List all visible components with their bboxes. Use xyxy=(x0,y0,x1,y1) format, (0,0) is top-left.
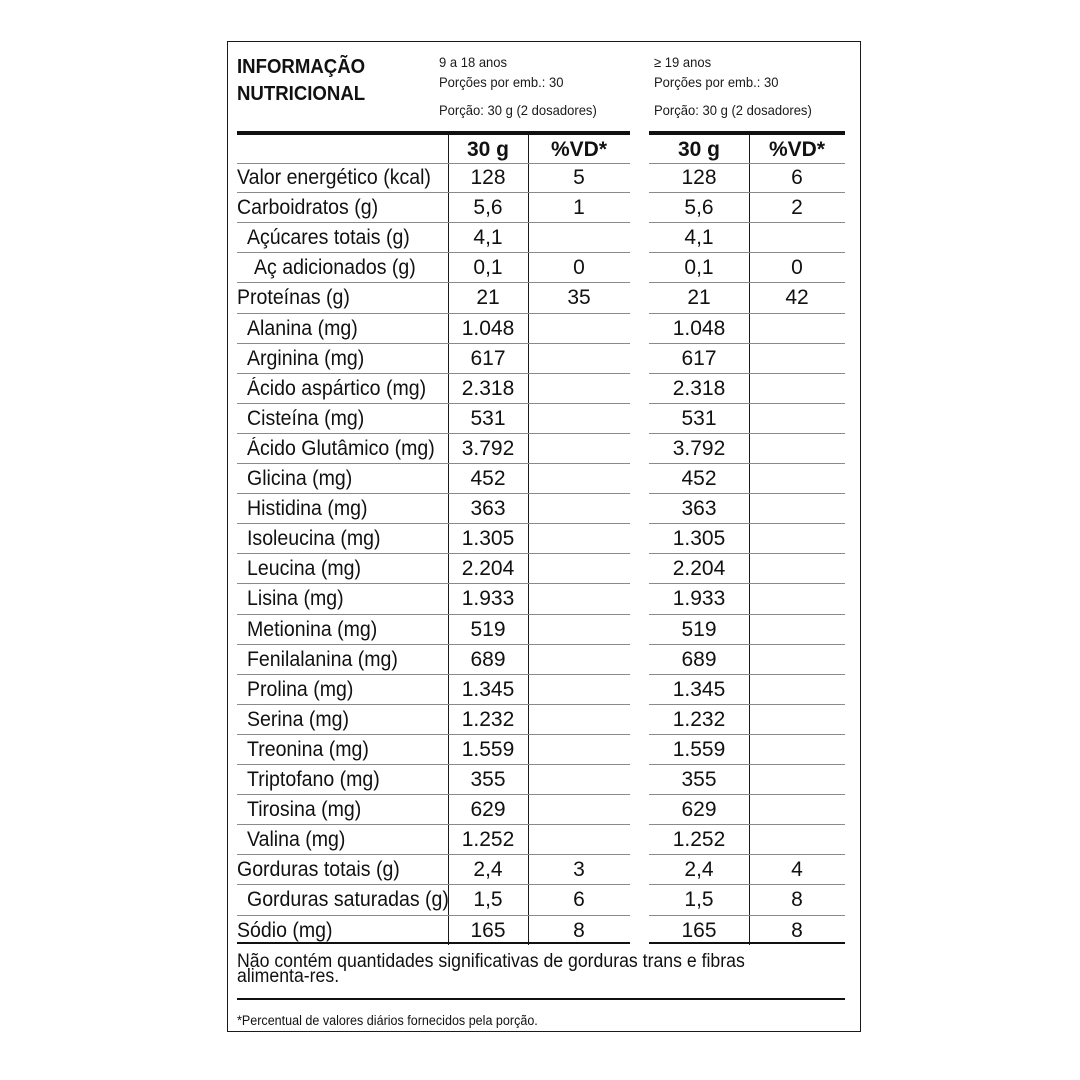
dv-adults: 6 xyxy=(791,166,803,189)
dv-teens: 0 xyxy=(573,256,585,280)
amount-adults: 355 xyxy=(681,768,717,791)
amount-teens: 1,5 xyxy=(473,888,503,912)
dv-teens: 8 xyxy=(573,918,585,942)
dv-teens: 1 xyxy=(573,196,585,220)
nutrient-label: Aç adicionados (g) xyxy=(254,256,416,280)
nutrient-label: Ácido Glutâmico (mg) xyxy=(247,436,435,460)
footnote: *Percentual de valores diários fornecidos pela porção. xyxy=(237,1013,538,1028)
amount-teens: 1.559 xyxy=(461,737,515,761)
group-portion: Porção: 30 g (2 dosadores) xyxy=(439,102,597,118)
amount-teens: 355 xyxy=(470,768,506,791)
dv-adults: 8 xyxy=(791,918,803,942)
table-bottom-right xyxy=(649,942,845,944)
amount-adults: 3.792 xyxy=(672,436,726,460)
amount-adults: 0,1 xyxy=(684,256,714,280)
nutrition-facts-panel xyxy=(227,41,861,1032)
col-header-dv: %VD* xyxy=(550,138,608,161)
group-age: ≥ 19 anos xyxy=(654,54,712,70)
amount-teens: 1.232 xyxy=(461,707,515,731)
dv-teens: 3 xyxy=(573,858,585,882)
amount-teens: 1.933 xyxy=(461,587,515,611)
nutrient-label: Lisina (mg) xyxy=(247,587,344,611)
amount-adults: 21 xyxy=(687,286,711,310)
amount-adults: 629 xyxy=(681,798,717,822)
group-portion: Porção: 30 g (2 dosadores) xyxy=(654,102,812,118)
group-servings: Porções por emb.: 30 xyxy=(654,74,779,90)
nutrient-label: Prolina (mg) xyxy=(247,677,354,701)
amount-adults: 128 xyxy=(681,166,717,189)
dv-adults: 8 xyxy=(791,888,803,912)
nutrient-label: Gorduras totais (g) xyxy=(237,858,400,882)
amount-adults: 4,1 xyxy=(684,226,714,250)
amount-adults: 1.232 xyxy=(672,707,726,731)
amount-teens: 1.345 xyxy=(461,677,515,701)
nutrient-label: Valina (mg) xyxy=(247,828,346,852)
header-divider xyxy=(237,163,630,164)
nutrient-label: Sódio (mg) xyxy=(237,918,333,942)
amount-adults: 1.252 xyxy=(672,828,726,852)
nutrient-label: Glicina (mg) xyxy=(247,467,353,490)
nutrient-label: Proteínas (g) xyxy=(237,286,350,310)
amount-teens: 4,1 xyxy=(473,226,503,250)
col-header-dv: %VD* xyxy=(768,138,826,161)
footer-note: Não contém quantidades significativas de gorduras trans e fibras alimenta-res. xyxy=(237,951,745,987)
amount-adults: 1.305 xyxy=(672,527,726,551)
panel-title-line1: INFORMAÇÃO xyxy=(237,56,366,78)
amount-adults: 531 xyxy=(681,406,717,430)
nutrient-label: Metionina (mg) xyxy=(247,617,378,641)
amount-adults: 452 xyxy=(681,467,717,490)
group-header-teens xyxy=(439,52,597,120)
amount-teens: 165 xyxy=(470,918,506,942)
dv-adults: 4 xyxy=(791,858,803,882)
amount-adults: 363 xyxy=(681,497,717,521)
dv-adults: 0 xyxy=(791,256,803,280)
amount-teens: 128 xyxy=(470,166,506,189)
amount-teens: 2.318 xyxy=(461,376,515,400)
nutrient-label: Treonina (mg) xyxy=(247,737,369,761)
nutrient-label: Açúcares totais (g) xyxy=(247,226,410,250)
col-header-amount: 30 g xyxy=(677,138,721,161)
nutrient-label: Serina (mg) xyxy=(247,707,350,731)
nutrient-label: Valor energético (kcal) xyxy=(237,166,431,189)
group-age: 9 a 18 anos xyxy=(439,54,508,70)
amount-adults: 2.204 xyxy=(672,557,726,581)
dv-teens: 6 xyxy=(573,888,585,912)
nutrient-label: Isoleucina (mg) xyxy=(247,527,381,551)
amount-teens: 0,1 xyxy=(473,256,503,280)
amount-teens: 689 xyxy=(470,647,506,671)
amount-adults: 165 xyxy=(681,918,717,942)
amount-adults: 617 xyxy=(681,346,717,370)
panel-title-line2: NUTRICIONAL xyxy=(237,83,366,105)
nutrient-label: Ácido aspártico (mg) xyxy=(247,376,427,400)
header-divider xyxy=(649,163,845,164)
amount-teens: 452 xyxy=(470,467,506,490)
amount-adults: 1.048 xyxy=(672,316,726,340)
nutrient-label: Gorduras saturadas (g) xyxy=(247,888,449,912)
amount-teens: 1.305 xyxy=(461,527,515,551)
nutrient-label: Tirosina (mg) xyxy=(247,798,362,822)
nutrient-label: Leucina (mg) xyxy=(247,557,361,581)
amount-teens: 2,4 xyxy=(473,858,503,882)
amount-adults: 519 xyxy=(681,617,717,641)
nutrient-label: Histidina (mg) xyxy=(247,497,368,521)
nutrient-label: Fenilalanina (mg) xyxy=(247,647,398,671)
amount-teens: 1.048 xyxy=(461,316,515,340)
amount-teens: 5,6 xyxy=(473,196,503,220)
amount-teens: 531 xyxy=(470,406,506,430)
nutrient-label: Cisteína (mg) xyxy=(247,406,365,430)
amount-teens: 617 xyxy=(470,346,506,370)
amount-teens: 1.252 xyxy=(461,828,515,852)
amount-adults: 1.559 xyxy=(672,737,726,761)
col-header-amount: 30 g xyxy=(466,138,510,161)
dv-teens: 35 xyxy=(567,286,591,310)
amount-adults: 2.318 xyxy=(672,376,726,400)
amount-teens: 2.204 xyxy=(461,557,515,581)
amount-adults: 1.345 xyxy=(672,677,726,701)
group-header-adults xyxy=(654,52,812,120)
amount-teens: 519 xyxy=(470,617,506,641)
amount-teens: 363 xyxy=(470,497,506,521)
group-servings: Porções por emb.: 30 xyxy=(439,74,564,90)
dv-teens: 5 xyxy=(573,166,585,189)
amount-adults: 689 xyxy=(681,647,717,671)
amount-teens: 629 xyxy=(470,798,506,822)
nutrient-label: Triptofano (mg) xyxy=(247,768,380,791)
nutrient-label: Arginina (mg) xyxy=(247,346,365,370)
amount-teens: 21 xyxy=(476,286,500,310)
dv-adults: 42 xyxy=(785,286,809,310)
nutrient-label: Carboidratos (g) xyxy=(237,196,379,220)
amount-adults: 2,4 xyxy=(684,858,714,882)
footer-rule xyxy=(237,998,845,1000)
dv-adults: 2 xyxy=(791,196,803,220)
amount-adults: 1.933 xyxy=(672,587,726,611)
amount-teens: 3.792 xyxy=(461,436,515,460)
panel-title xyxy=(237,54,365,108)
amount-adults: 5,6 xyxy=(684,196,714,220)
table-bottom-left xyxy=(237,942,630,944)
amount-adults: 1,5 xyxy=(684,888,714,912)
nutrient-label: Alanina (mg) xyxy=(247,316,358,340)
